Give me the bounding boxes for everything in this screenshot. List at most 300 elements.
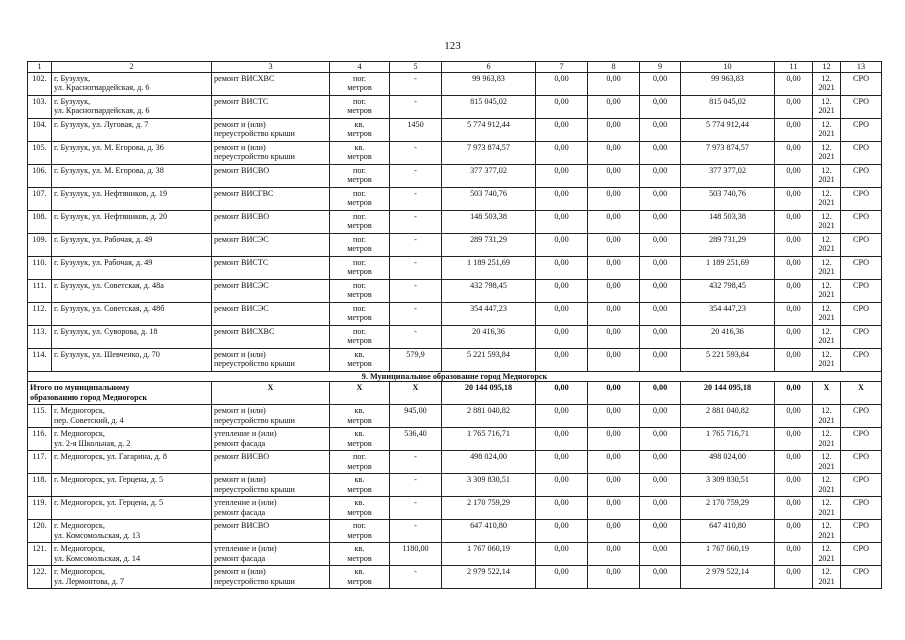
unit-line-1: кв.	[354, 544, 365, 554]
method-cell	[841, 279, 882, 302]
row-number: 110.	[32, 257, 47, 267]
unit-line-1: кв.	[354, 349, 365, 359]
funding-cell	[775, 164, 813, 187]
method-cell	[841, 497, 882, 520]
address-line-2: ул. Комсомольская, д. 14	[54, 553, 141, 563]
owner-funds-cell	[681, 187, 775, 210]
funding-cell	[536, 302, 588, 325]
work-type-cell	[212, 164, 330, 187]
table-row	[28, 95, 882, 118]
funding-value: 0,00	[652, 257, 668, 267]
funding-value: 0,00	[606, 96, 621, 106]
unit-line-1: пог.	[353, 96, 366, 106]
funding-cell	[588, 233, 640, 256]
owner-funds-cell	[681, 233, 775, 256]
table-row	[28, 520, 882, 543]
owner-funds-cell	[681, 497, 775, 520]
total-cost-value: 1 765 716,71	[467, 429, 510, 439]
deadline-cell	[813, 164, 841, 187]
total-label-cell	[28, 382, 212, 405]
total-value: 0,00	[606, 383, 621, 393]
table-row	[28, 72, 882, 95]
method-value: СРО	[852, 142, 870, 152]
funding-value: 0,00	[652, 498, 668, 508]
owner-funds-value: 647 410,80	[709, 521, 746, 531]
unit-line-2: метров	[347, 359, 372, 369]
table-row	[28, 543, 882, 566]
funding-value: 0,00	[786, 498, 801, 508]
funding-cell	[588, 187, 640, 210]
funding-cell	[640, 233, 681, 256]
row-number: 109.	[32, 234, 47, 244]
funding-cell	[775, 210, 813, 233]
address-line-1: г. Медногорск,	[54, 406, 105, 416]
method-cell	[841, 141, 882, 164]
deadline-cell	[813, 233, 841, 256]
address-cell	[52, 428, 212, 451]
unit-line-1: пог.	[353, 257, 366, 267]
volume-value: 1450	[407, 119, 424, 129]
funding-value: 0,00	[652, 475, 668, 485]
funding-value: 0,00	[606, 280, 621, 290]
total-cost-value: 7 973 874,57	[467, 142, 510, 152]
method-cell	[841, 325, 882, 348]
unit-cell	[330, 279, 390, 302]
work-type-cell	[212, 210, 330, 233]
unit-cell	[330, 520, 390, 543]
deadline-year: 2021	[818, 530, 835, 540]
total-cost-value: 289 731,29	[470, 234, 507, 244]
table-row	[28, 141, 882, 164]
funding-cell	[640, 497, 681, 520]
total-cost-value: 5 774 912,44	[467, 119, 510, 129]
owner-funds-value: 3 309 830,51	[706, 475, 749, 485]
work-type-line-2: переустройство крыши	[214, 152, 295, 162]
funding-value: 0,00	[786, 406, 801, 416]
address-line-1: г. Бузулук, ул. Рабочая, д. 49	[54, 234, 153, 244]
work-type-cell	[212, 405, 330, 428]
work-type-line-1: ремонт ВИСТС	[214, 96, 269, 106]
funding-value: 0,00	[554, 567, 569, 577]
work-type-line-1: ремонт и (или)	[214, 142, 266, 152]
funding-cell	[775, 325, 813, 348]
column-header: 8	[588, 62, 640, 73]
total-value-cell	[775, 382, 813, 405]
deadline-cell	[813, 72, 841, 95]
total-value: X	[267, 383, 274, 393]
funding-value: 0,00	[606, 498, 621, 508]
owner-funds-cell	[681, 543, 775, 566]
total-value-cell	[681, 382, 775, 405]
funding-value: 0,00	[786, 475, 801, 485]
owner-funds-cell	[681, 141, 775, 164]
volume-cell	[390, 187, 442, 210]
funding-cell	[640, 118, 681, 141]
funding-value: 0,00	[554, 119, 569, 129]
funding-cell	[775, 543, 813, 566]
address-cell	[52, 566, 212, 589]
deadline-month: 12.	[821, 349, 832, 359]
address-cell	[52, 497, 212, 520]
deadline-year: 2021	[818, 336, 835, 346]
address-line-1: г. Бузулук, ул. Нефтяников, д. 20	[54, 211, 168, 221]
volume-cell	[390, 141, 442, 164]
volume-value: -	[414, 567, 417, 577]
funding-value: 0,00	[786, 280, 801, 290]
unit-line-1: пог.	[353, 280, 366, 290]
volume-cell	[390, 164, 442, 187]
unit-line-2: метров	[347, 244, 372, 254]
work-type-cell	[212, 118, 330, 141]
funding-value: 0,00	[554, 142, 569, 152]
unit-line-1: пог.	[353, 73, 366, 83]
funding-value: 0,00	[606, 429, 621, 439]
total-cost-cell	[442, 256, 536, 279]
table-row	[28, 164, 882, 187]
total-cost-cell	[442, 233, 536, 256]
owner-funds-value: 2 170 759,29	[706, 498, 749, 508]
funding-cell	[775, 141, 813, 164]
funding-value: 0,00	[606, 326, 621, 336]
method-cell	[841, 118, 882, 141]
funding-cell	[536, 141, 588, 164]
address-line-1: г. Медногорск,	[54, 521, 105, 531]
owner-funds-value: 354 447,23	[709, 303, 746, 313]
unit-cell	[330, 428, 390, 451]
row-number: 103.	[32, 96, 47, 106]
work-type-line-2: переустройство крыши	[214, 129, 295, 139]
address-cell	[52, 451, 212, 474]
funding-cell	[775, 233, 813, 256]
row-number-cell	[28, 451, 52, 474]
funding-value: 0,00	[786, 349, 801, 359]
address-cell	[52, 95, 212, 118]
method-value: СРО	[852, 521, 870, 531]
funding-cell	[536, 233, 588, 256]
funding-cell	[536, 566, 588, 589]
work-type-cell	[212, 256, 330, 279]
unit-line-1: кв.	[354, 475, 365, 485]
deadline-month: 12.	[821, 142, 832, 152]
funding-cell	[640, 428, 681, 451]
deadline-cell	[813, 302, 841, 325]
column-header: 10	[681, 62, 775, 73]
owner-funds-cell	[681, 72, 775, 95]
volume-cell	[390, 543, 442, 566]
funding-value: 0,00	[786, 119, 801, 129]
method-value: СРО	[852, 188, 870, 198]
table-row	[28, 348, 882, 371]
address-line-2: ул. Комсомольская, д. 13	[54, 530, 141, 540]
funding-cell	[775, 451, 813, 474]
row-number: 118.	[32, 475, 47, 485]
total-cost-value: 503 740,76	[470, 188, 507, 198]
deadline-month: 12.	[821, 188, 832, 198]
deadline-cell	[813, 566, 841, 589]
work-type-cell	[212, 233, 330, 256]
row-number: 111.	[32, 280, 47, 290]
method-value: СРО	[852, 326, 870, 336]
address-line-1: г. Бузулук, ул. М. Егорова, д. 38	[54, 165, 164, 175]
funding-value: 0,00	[606, 119, 621, 129]
work-type-cell	[212, 187, 330, 210]
funding-value: 0,00	[652, 211, 668, 221]
funding-value: 0,00	[652, 165, 668, 175]
unit-cell	[330, 256, 390, 279]
owner-funds-value: 148 503,38	[709, 211, 746, 221]
funding-value: 0,00	[554, 211, 569, 221]
table-row	[28, 210, 882, 233]
funding-value: 0,00	[652, 303, 668, 313]
total-cost-value: 2 170 759,29	[467, 498, 510, 508]
work-type-line-1: ремонт ВИСВО	[214, 165, 270, 175]
unit-line-1: пог.	[353, 326, 366, 336]
address-line-1: г. Медногорск, ул. Герцена, д. 5	[54, 475, 164, 485]
funding-cell	[640, 348, 681, 371]
funding-cell	[640, 279, 681, 302]
address-line-1: г. Бузулук, ул. Советская, д. 48б	[54, 303, 165, 313]
method-cell	[841, 428, 882, 451]
deadline-month: 12.	[821, 567, 832, 577]
method-value: СРО	[852, 567, 870, 577]
deadline-month: 12.	[821, 280, 832, 290]
owner-funds-value: 2 881 040,82	[706, 406, 749, 416]
total-value-cell	[442, 382, 536, 405]
row-number-cell	[28, 543, 52, 566]
funding-value: 0,00	[786, 567, 801, 577]
funding-value: 0,00	[786, 429, 801, 439]
work-type-line-1: ремонт и (или)	[214, 349, 266, 359]
row-number-cell	[28, 210, 52, 233]
unit-line-1: кв.	[354, 406, 365, 416]
volume-cell	[390, 474, 442, 497]
row-number: 107.	[32, 188, 47, 198]
address-line-1: г. Медногорск,	[54, 429, 105, 439]
deadline-cell	[813, 451, 841, 474]
unit-cell	[330, 348, 390, 371]
deadline-month: 12.	[821, 211, 832, 221]
funding-cell	[588, 566, 640, 589]
funding-value: 0,00	[606, 188, 621, 198]
row-number-cell	[28, 325, 52, 348]
unit-line-1: кв.	[354, 119, 365, 129]
funding-cell	[640, 187, 681, 210]
funding-cell	[640, 520, 681, 543]
deadline-month: 12.	[821, 73, 832, 83]
row-number: 119.	[32, 498, 47, 508]
work-type-cell	[212, 566, 330, 589]
method-value: СРО	[852, 452, 870, 462]
total-cost-value: 354 447,23	[470, 303, 507, 313]
unit-cell	[330, 95, 390, 118]
funding-cell	[640, 474, 681, 497]
volume-value: -	[414, 452, 417, 462]
row-number-cell	[28, 566, 52, 589]
deadline-year: 2021	[818, 267, 835, 277]
method-value: СРО	[852, 96, 870, 106]
volume-cell	[390, 451, 442, 474]
funding-cell	[536, 428, 588, 451]
deadline-year: 2021	[818, 438, 835, 448]
volume-value: -	[414, 280, 417, 290]
address-line-1: г. Медногорск, ул. Герцена, д. 5	[54, 498, 164, 508]
unit-cell	[330, 543, 390, 566]
funding-cell	[536, 451, 588, 474]
row-number-cell	[28, 428, 52, 451]
volume-cell	[390, 348, 442, 371]
unit-cell	[330, 187, 390, 210]
total-label-line-2: образованию город Медногорск	[30, 392, 148, 402]
table-row	[28, 497, 882, 520]
owner-funds-cell	[681, 520, 775, 543]
funding-cell	[640, 256, 681, 279]
funding-cell	[640, 95, 681, 118]
deadline-year: 2021	[818, 290, 835, 300]
funding-value: 0,00	[652, 567, 668, 577]
deadline-cell	[813, 474, 841, 497]
unit-line-2: метров	[347, 336, 372, 346]
address-cell	[52, 72, 212, 95]
deadline-year: 2021	[818, 106, 835, 116]
owner-funds-cell	[681, 451, 775, 474]
deadline-month: 12.	[821, 452, 832, 462]
owner-funds-value: 99 963,83	[711, 73, 744, 83]
deadline-year: 2021	[818, 129, 835, 139]
funding-value: 0,00	[554, 475, 569, 485]
work-type-cell	[212, 474, 330, 497]
funding-cell	[588, 72, 640, 95]
funding-cell	[640, 566, 681, 589]
column-header: 9	[640, 62, 681, 73]
funding-value: 0,00	[554, 429, 569, 439]
funding-cell	[536, 543, 588, 566]
method-cell	[841, 543, 882, 566]
address-line-1: г. Бузулук, ул. Суворова, д. 18	[54, 326, 158, 336]
unit-cell	[330, 325, 390, 348]
unit-line-1: пог.	[353, 211, 366, 221]
deadline-year: 2021	[818, 461, 835, 471]
method-value: СРО	[852, 544, 870, 554]
funding-cell	[536, 118, 588, 141]
owner-funds-cell	[681, 474, 775, 497]
funding-cell	[536, 95, 588, 118]
total-cost-cell	[442, 118, 536, 141]
funding-cell	[775, 256, 813, 279]
work-type-line-1: ремонт ВИСВО	[214, 211, 270, 221]
unit-line-2: метров	[347, 290, 372, 300]
funding-value: 0,00	[554, 521, 569, 531]
total-cost-value: 2 881 040,82	[467, 406, 510, 416]
row-number-cell	[28, 256, 52, 279]
total-value: 20 144 095,18	[703, 383, 752, 393]
row-number-cell	[28, 302, 52, 325]
funding-value: 0,00	[606, 349, 621, 359]
funding-cell	[775, 497, 813, 520]
owner-funds-value: 5 774 912,44	[706, 119, 749, 129]
unit-cell	[330, 405, 390, 428]
funding-cell	[775, 72, 813, 95]
funding-cell	[588, 118, 640, 141]
total-cost-cell	[442, 187, 536, 210]
total-cost-cell	[442, 405, 536, 428]
total-cost-value: 647 410,80	[470, 521, 507, 531]
funding-value: 0,00	[606, 165, 621, 175]
method-cell	[841, 566, 882, 589]
funding-value: 0,00	[554, 234, 569, 244]
funding-value: 0,00	[554, 165, 569, 175]
row-number: 113.	[32, 326, 47, 336]
deadline-cell	[813, 348, 841, 371]
method-cell	[841, 72, 882, 95]
address-line-2: ул. Красногвардейская, д. 6	[54, 106, 150, 116]
unit-line-2: метров	[347, 576, 372, 586]
funding-value: 0,00	[606, 73, 621, 83]
total-cost-cell	[442, 325, 536, 348]
deadline-cell	[813, 187, 841, 210]
deadline-year: 2021	[818, 198, 835, 208]
work-type-line-1: ремонт ВИСХВС	[214, 326, 275, 336]
method-value: СРО	[852, 406, 870, 416]
funding-cell	[775, 520, 813, 543]
work-type-line-1: ремонт и (или)	[214, 119, 266, 129]
address-cell	[52, 325, 212, 348]
row-number: 115.	[32, 406, 47, 416]
funding-cell	[588, 95, 640, 118]
funding-cell	[536, 497, 588, 520]
table-row	[28, 428, 882, 451]
funding-cell	[588, 543, 640, 566]
funding-cell	[775, 302, 813, 325]
row-number: 105.	[32, 142, 47, 152]
total-cost-cell	[442, 72, 536, 95]
table-row	[28, 451, 882, 474]
row-number-cell	[28, 348, 52, 371]
total-cost-cell	[442, 141, 536, 164]
owner-funds-value: 815 045,02	[709, 96, 746, 106]
column-header: 11	[775, 62, 813, 73]
deadline-month: 12.	[821, 326, 832, 336]
work-type-line-2: переустройство крыши	[214, 359, 295, 369]
volume-value: -	[414, 475, 417, 485]
method-cell	[841, 451, 882, 474]
funding-value: 0,00	[554, 452, 569, 462]
volume-value: -	[414, 257, 417, 267]
owner-funds-value: 432 798,45	[709, 280, 746, 290]
volume-value: 579,9	[406, 349, 425, 359]
funding-cell	[536, 348, 588, 371]
deadline-month: 12.	[821, 406, 832, 416]
deadline-year: 2021	[818, 507, 835, 517]
funding-value: 0,00	[786, 211, 801, 221]
funding-value: 0,00	[554, 188, 569, 198]
unit-line-1: пог.	[353, 165, 366, 175]
unit-line-2: метров	[347, 530, 372, 540]
funding-cell	[588, 164, 640, 187]
funding-value: 0,00	[606, 567, 621, 577]
method-value: СРО	[852, 280, 870, 290]
funding-value: 0,00	[554, 544, 569, 554]
work-type-line-2: переустройство крыши	[214, 484, 295, 494]
volume-cell	[390, 405, 442, 428]
funding-cell	[536, 187, 588, 210]
funding-value: 0,00	[652, 188, 668, 198]
method-cell	[841, 405, 882, 428]
unit-cell	[330, 141, 390, 164]
page-number: 123	[444, 40, 461, 52]
work-type-line-1: ремонт ВИСЭС	[214, 303, 269, 313]
address-cell	[52, 348, 212, 371]
total-cost-cell	[442, 428, 536, 451]
